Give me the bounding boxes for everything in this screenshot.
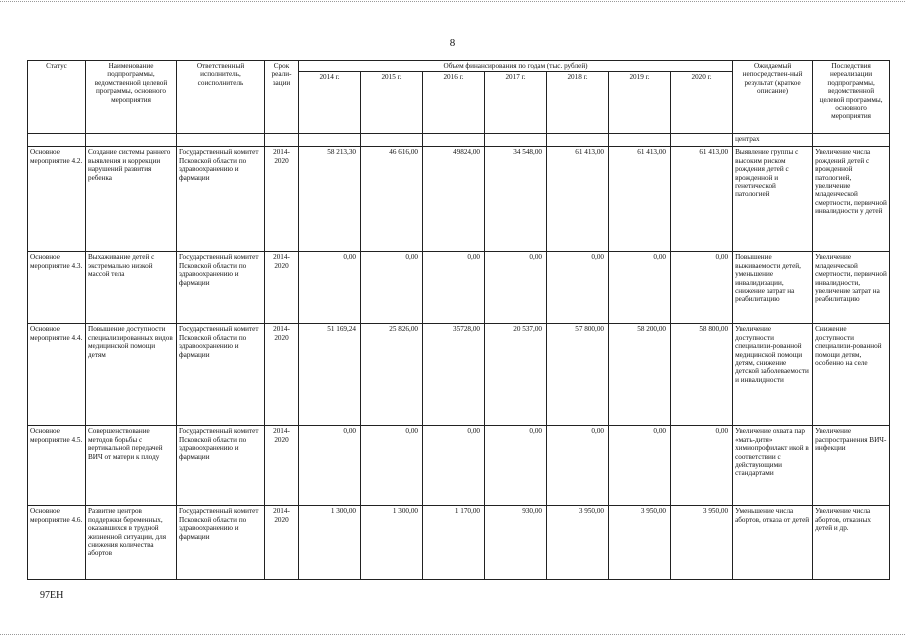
row-term: 2014-2020: [265, 147, 299, 252]
row-funding-value: 1 300,00: [361, 506, 423, 580]
row-funding-value: 0,00: [609, 426, 671, 506]
row-name: Развитие центров поддержки беременных, оказавшихся в трудной жизненной ситуации, для снижения количества абортов: [86, 506, 177, 580]
row-funding-value: 20 537,00: [485, 324, 547, 426]
footer-code: 97EH: [40, 590, 64, 601]
row-funding-value: 49824,00: [423, 147, 485, 252]
continuation-row: [28, 134, 890, 147]
row-funding-value: 58 213,30: [299, 147, 361, 252]
row-name: Создание системы раннего выявления и коррекции нарушений развития ребенка: [86, 147, 177, 252]
row-responsible: Государственный комитет Псковской области по здравоохранению и фармации: [177, 147, 265, 252]
row-responsible: Государственный комитет Псковской области по здравоохранению и фармации: [177, 324, 265, 426]
row-funding-value: 0,00: [547, 252, 609, 324]
header-name: Наименование подпрограммы, ведомственной целевой программы, основного мероприятия: [86, 61, 177, 134]
row-status: Основное мероприятие 4.3.: [28, 252, 86, 324]
header-year: 2020 г.: [671, 72, 733, 134]
row-expected: Повышение выживаемости детей, уменьшение инвалидизации, снижение затрат на реабилитацию: [733, 252, 813, 324]
row-funding-value: 61 413,00: [609, 147, 671, 252]
row-funding-value: 0,00: [299, 426, 361, 506]
header-year: 2017 г.: [485, 72, 547, 134]
header-expected: Ожидаемый непосредствен-ный результат (краткое описание): [733, 61, 813, 134]
row-funding-value: 3 950,00: [671, 506, 733, 580]
row-funding-value: 57 800,00: [547, 324, 609, 426]
row-consequences: Увеличение числа рождений детей с врожденной патологией, увеличение младенческой смертности, первичной инвалидности у детей: [813, 147, 890, 252]
row-funding-value: 0,00: [485, 426, 547, 506]
header-year: 2016 г.: [423, 72, 485, 134]
scan-bottom-border: [0, 634, 905, 635]
row-funding-value: 0,00: [423, 252, 485, 324]
table-row: [28, 324, 890, 426]
row-consequences: Увеличение распространения ВИЧ-инфекции: [813, 426, 890, 506]
row-funding-value: 25 826,00: [361, 324, 423, 426]
row-funding-value: 0,00: [609, 252, 671, 324]
row-consequences: Увеличение младенческой смертности, первичной инвалидности, увеличение затрат на реабилитацию: [813, 252, 890, 324]
row-funding-value: 61 413,00: [671, 147, 733, 252]
table-row: [28, 506, 890, 580]
header-year: 2019 г.: [609, 72, 671, 134]
row-name: Повышение доступности специализированных видов медицинской помощи детям: [86, 324, 177, 426]
row-funding-value: 0,00: [423, 426, 485, 506]
row-name: Совершенствование методов борьбы с вертикальной передачей ВИЧ от матери к плоду: [86, 426, 177, 506]
header-funding: Объем финансирования по годам (тыс. рублей): [299, 61, 733, 72]
row-name: Выхаживание детей с экстремально низкой массой тела: [86, 252, 177, 324]
scan-top-border: [0, 1, 905, 2]
row-funding-value: 0,00: [299, 252, 361, 324]
row-funding-value: 0,00: [547, 426, 609, 506]
row-status: Основное мероприятие 4.5.: [28, 426, 86, 506]
row-term: 2014-2020: [265, 506, 299, 580]
row-funding-value: 58 800,00: [671, 324, 733, 426]
header-year: 2018 г.: [547, 72, 609, 134]
row-expected: Выявление группы с высоким риском рождения детей с врожденной и генетической патологией: [733, 147, 813, 252]
row-responsible: Государственный комитет Псковской области по здравоохранению и фармации: [177, 252, 265, 324]
header-year: 2014 г.: [299, 72, 361, 134]
header-consequences: Последствия нереализации подпрограммы, ведомственной целевой программы, основного мероприятия: [813, 61, 890, 134]
header-status: Статус: [28, 61, 86, 134]
row-funding-value: 61 413,00: [547, 147, 609, 252]
row-funding-value: 0,00: [671, 252, 733, 324]
table-row: [28, 426, 890, 506]
row-status: Основное мероприятие 4.6.: [28, 506, 86, 580]
row-expected: Уменьшение числа абортов, отказа от детей: [733, 506, 813, 580]
row-consequences: Снижение доступности специализи-рованной помощи детям, особенно на селе: [813, 324, 890, 426]
row-expected: Увеличение охвата пар «мать-дитя» химиопрофилакт икой в соответствии с действующими стандартами: [733, 426, 813, 506]
row-funding-value: 34 548,00: [485, 147, 547, 252]
page-number: 8: [449, 37, 456, 49]
row-term: 2014-2020: [265, 324, 299, 426]
row-funding-value: 0,00: [485, 252, 547, 324]
header-responsible: Ответственный исполнитель, соисполнитель: [177, 61, 265, 134]
row-funding-value: 1 300,00: [299, 506, 361, 580]
row-funding-value: 58 200,00: [609, 324, 671, 426]
table-row: [28, 252, 890, 324]
row-funding-value: 51 169,24: [299, 324, 361, 426]
row-funding-value: 46 616,00: [361, 147, 423, 252]
row-funding-value: 0,00: [361, 252, 423, 324]
row-responsible: Государственный комитет Псковской области по здравоохранению и фармации: [177, 426, 265, 506]
funding-table: [27, 60, 890, 580]
row-funding-value: 3 950,00: [609, 506, 671, 580]
header-term: Срок реали-зации: [265, 61, 299, 134]
header-year: 2015 г.: [361, 72, 423, 134]
row-consequences: Увеличение числа абортов, отказных детей и др.: [813, 506, 890, 580]
row-funding-value: 35728,00: [423, 324, 485, 426]
row-expected: Увеличение доступности специализи-рованной медицинской помощи детям, снижение детской заболеваемости и инвалидности: [733, 324, 813, 426]
table-rows: [28, 147, 890, 580]
row-funding-value: 3 950,00: [547, 506, 609, 580]
table-row: [28, 147, 890, 252]
row-funding-value: 930,00: [485, 506, 547, 580]
row-funding-value: 0,00: [671, 426, 733, 506]
row-term: 2014-2020: [265, 252, 299, 324]
row-term: 2014-2020: [265, 426, 299, 506]
row-responsible: Государственный комитет Псковской области по здравоохранению и фармации: [177, 506, 265, 580]
row-status: Основное мероприятие 4.4.: [28, 324, 86, 426]
row-status: Основное мероприятие 4.2.: [28, 147, 86, 252]
row-funding-value: 1 170,00: [423, 506, 485, 580]
continuation-text: центрах: [733, 134, 813, 147]
row-funding-value: 0,00: [361, 426, 423, 506]
